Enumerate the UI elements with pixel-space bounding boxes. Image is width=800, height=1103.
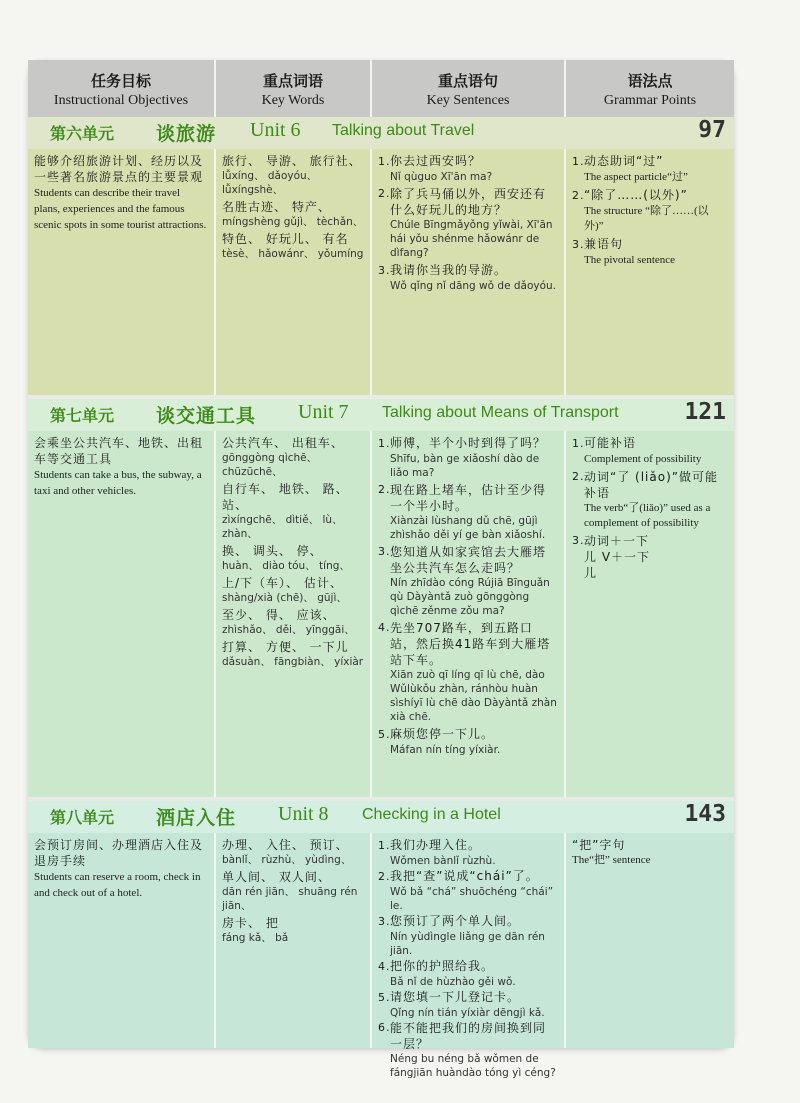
unit-number-zh: 第六单元 <box>50 124 115 143</box>
sentence-number: 3. <box>378 545 391 558</box>
unit-6-body <box>28 149 734 395</box>
key-words-cell <box>216 431 372 797</box>
unit-7-body <box>28 431 734 797</box>
sentence-number: 5. <box>378 991 391 1004</box>
sentence-pinyin: Xiànzài lùshang dǔ chē, gūjì zhìshǎo děi yí ge bàn xiǎoshí. <box>390 515 546 541</box>
sentence-number: 3. <box>378 264 391 277</box>
key-sentences-cell <box>372 149 566 395</box>
word-zh: 至少、 得、 应该、 <box>222 608 336 622</box>
header-zh: 重点语句 <box>437 72 498 90</box>
header-zh: 重点词语 <box>262 72 323 90</box>
sentence-number: 1. <box>378 437 391 450</box>
unit-number-zh: 第八单元 <box>50 808 115 827</box>
sentence-zh: 你去过西安吗？ <box>390 154 482 168</box>
unit-title-zh: 谈旅游 <box>156 123 217 145</box>
word-pinyin: huàn、 diào tóu、 tíng、 <box>222 560 350 572</box>
table-header <box>28 60 734 117</box>
page-number: 143 <box>684 801 726 827</box>
sentence-pinyin: Máfan nín tíng yíxiàr. <box>390 744 501 756</box>
key-sentences-cell <box>372 431 566 797</box>
word-pinyin: zhìshǎo、 děi、 yīnggāi、 <box>222 624 355 636</box>
objective-zh: 能够介绍旅游计划、经历以及一些著名旅游景点的主要景观 <box>34 154 204 184</box>
header-key-words <box>216 60 372 117</box>
unit-number-zh: 第七单元 <box>50 406 115 425</box>
sentence-zh: 麻烦您停一下儿。 <box>390 727 495 741</box>
grammar-en: Complement of possibility <box>584 453 702 465</box>
word-pinyin: lǚxíng、 dǎoyóu、 lǚxíngshè、 <box>222 170 318 196</box>
sentence-zh: 除了兵马俑以外，西安还有什么好玩儿的地方？ <box>390 187 547 217</box>
word-pinyin: fáng kǎ、 bǎ <box>222 932 289 944</box>
grammar-cell <box>566 833 734 1048</box>
sentence-pinyin: Bǎ nǐ de hùzhào gěi wǒ. <box>390 976 516 988</box>
header-grammar <box>566 60 734 117</box>
header-en: Key Sentences <box>426 93 510 108</box>
objectives-cell <box>28 149 216 395</box>
unit-8-title-bar <box>28 801 734 833</box>
grammar-zh: 可能补语 <box>584 436 637 450</box>
sentence-zh: 我们办理入住。 <box>390 838 482 852</box>
unit-label: Unit 6 <box>250 119 301 141</box>
word-zh: 公共汽车、 出租车、 <box>222 436 344 450</box>
word-pinyin: bànlǐ、 rùzhù、 yùdìng、 <box>222 854 352 866</box>
sentence-pinyin: Qǐng nín tián yíxiàr dēngjì kǎ. <box>390 1007 545 1019</box>
sentence-zh: 您知道从如家宾馆去大雁塔坐公共汽车怎么走吗？ <box>390 545 547 575</box>
word-pinyin: dǎsuàn、 fāngbiàn、 yíxiàr <box>222 656 364 668</box>
grammar-en: The“把” sentence <box>572 854 651 866</box>
word-zh: 特色、 好玩儿、 有名 <box>222 232 349 246</box>
unit-title-zh: 谈交通工具 <box>156 405 257 427</box>
key-sentences-cell <box>372 833 566 1079</box>
sentence-pinyin: Nín zhīdào cóng Rújiā Bīnguǎn qù Dàyàntǎ zuò gōnggòng qìchē zěnme zǒu ma? <box>390 577 550 617</box>
grammar-en: The aspect particle“过” <box>584 171 688 183</box>
sentence-pinyin: Xiān zuò qī líng qī lù chē, dào Wǔlùkǒu zhàn, ránhòu huàn sìshíyī lù chē dào Dàyàntǎ zhàn xià chē. <box>390 669 557 723</box>
sentence-number: 4. <box>378 621 391 634</box>
unit-6-title-bar <box>28 117 734 149</box>
header-en: Instructional Objectives <box>53 93 189 108</box>
sentence-zh: 我请你当我的导游。 <box>390 263 508 277</box>
sentence-number: 3. <box>378 915 391 928</box>
objectives-cell <box>28 833 216 1048</box>
sentence-pinyin: Chúle Bīngmǎyǒng yǐwài, Xī'ān hái yǒu shénme hǎowánr de dìfang? <box>390 219 553 259</box>
unit-title-en: Talking about Travel <box>332 122 475 139</box>
sentence-zh: 现在路上堵车，估计至少得一个半小时。 <box>390 483 547 513</box>
word-zh: 房卡、 把 <box>222 916 279 930</box>
unit-6 <box>28 117 734 395</box>
sentence-number: 6. <box>378 1021 391 1034</box>
sentence-number: 2. <box>378 187 391 200</box>
word-pinyin: shàng/xià (chē)、 gūjì、 <box>222 592 347 604</box>
unit-label: Unit 8 <box>278 803 329 825</box>
header-en: Grammar Points <box>603 93 697 108</box>
sentence-pinyin: Wǒmen bànlǐ rùzhù. <box>390 855 496 867</box>
grammar-number: 3. <box>572 534 585 547</box>
grammar-number: 2. <box>572 470 585 483</box>
sentence-pinyin: Néng bu néng bǎ wǒmen de fángjiān huàndào tóng yì céng? <box>390 1053 556 1079</box>
unit-7 <box>28 399 734 797</box>
objective-en: Students can take a bus, the subway, a taxi and other vehicles. <box>34 469 202 497</box>
unit-title-en: Checking in a Hotel <box>362 806 501 823</box>
word-zh: 办理、 入住、 预订、 <box>222 838 349 852</box>
header-key-sentences <box>372 60 566 117</box>
grammar-number: 1. <box>572 437 585 450</box>
grammar-zh: 动词＋一下儿 V＋一下儿 <box>584 534 651 580</box>
word-pinyin: zìxíngchē、 dìtiě、 lù、 zhàn、 <box>222 514 343 540</box>
sentence-number: 1. <box>378 155 391 168</box>
grammar-en: The structure “除了……(以外)” <box>584 205 709 232</box>
word-pinyin: tèsè、 hǎowánr、 yǒumíng <box>222 248 364 260</box>
objective-en: Students can describe their travel plans, experiences and the famous scenic spots in some tourist attractions. <box>34 187 207 231</box>
grammar-en: The pivotal sentence <box>584 254 676 266</box>
key-words-cell <box>216 833 372 1048</box>
page-number: 121 <box>684 399 726 425</box>
word-zh: 换、 调头、 停、 <box>222 544 323 558</box>
sentence-number: 1. <box>378 839 391 852</box>
sentence-zh: 把你的护照给我。 <box>390 959 495 973</box>
grammar-cell <box>566 431 734 797</box>
sentence-pinyin: Wǒ bǎ “chá” shuōchéng “chái” le. <box>390 886 554 912</box>
unit-title-zh: 酒店入住 <box>156 807 237 829</box>
word-zh: 名胜古迹、 特产、 <box>222 200 331 214</box>
objectives-cell <box>28 431 216 797</box>
sentence-number: 4. <box>378 960 391 973</box>
grammar-zh: 动态助词“过” <box>584 154 664 168</box>
grammar-cell <box>566 149 734 395</box>
grammar-zh: “除了……(以外)” <box>584 188 688 202</box>
page-number: 97 <box>698 117 726 143</box>
sentence-number: 2. <box>378 483 391 496</box>
unit-7-title-bar <box>28 399 734 431</box>
sentence-pinyin: Shīfu, bàn ge xiǎoshí dào de liǎo ma? <box>390 453 540 479</box>
grammar-number: 1. <box>572 155 585 168</box>
sentence-number: 5. <box>378 728 391 741</box>
header-objectives <box>28 60 216 117</box>
word-zh: 自行车、 地铁、 路、 站、 <box>222 482 349 512</box>
sentence-zh: 能不能把我们的房间换到同一层？ <box>390 1021 547 1051</box>
key-words-cell <box>216 149 372 395</box>
objective-en: Students can reserve a room, check in and check out of a hotel. <box>34 871 201 899</box>
sentence-pinyin: Nín yùdìngle liǎng ge dān rén jiān. <box>390 931 545 957</box>
unit-label: Unit 7 <box>298 401 349 423</box>
sentence-zh: 您预订了两个单人间。 <box>390 914 521 928</box>
sentence-zh: 我把“查”说成“chái”了。 <box>390 869 539 883</box>
unit-8 <box>28 801 734 1079</box>
sentence-zh: 先坐707路车，到五路口站，然后换41路车到大雁塔站下车。 <box>390 621 551 667</box>
header-zh: 语法点 <box>627 72 673 90</box>
grammar-en: The verb“了(liǎo)” used as a complement of possibility <box>584 502 711 529</box>
header-zh: 任务目标 <box>90 72 151 90</box>
sentence-pinyin: Nǐ qùguo Xī'ān ma? <box>390 171 493 183</box>
word-zh: 旅行、 导游、 旅行社、 <box>222 154 362 168</box>
grammar-number: 2. <box>572 189 585 202</box>
word-pinyin: gōnggòng qìchē、 chūzūchē、 <box>222 452 318 478</box>
grammar-number: 3. <box>572 238 585 251</box>
objective-zh: 会乘坐公共汽车、地铁、出租车等交通工具 <box>34 436 204 466</box>
grammar-zh: 兼语句 <box>584 237 624 251</box>
word-zh: 上/下（车）、 估计、 <box>222 576 343 590</box>
unit-title-en: Talking about Means of Transport <box>382 404 619 421</box>
unit-8-body <box>28 833 734 1079</box>
contents-panel <box>28 60 734 1079</box>
word-zh: 单人间、 双人间、 <box>222 870 331 884</box>
grammar-zh: 动词“了 (liǎo)”做可能补语 <box>584 470 718 500</box>
word-pinyin: míngshèng gǔjì、 tèchǎn、 <box>222 216 364 228</box>
word-pinyin: dān rén jiān、 shuāng rén jiān、 <box>222 886 358 912</box>
sentence-zh: 师傅，半个小时到得了吗？ <box>390 436 547 450</box>
sentence-number: 2. <box>378 870 391 883</box>
header-en: Key Words <box>261 93 325 108</box>
sentence-pinyin: Wǒ qǐng nǐ dāng wǒ de dǎoyóu. <box>390 280 557 292</box>
word-zh: 打算、 方便、 一下儿 <box>222 640 349 654</box>
objective-zh: 会预订房间、办理酒店入住及退房手续 <box>34 838 204 868</box>
grammar-zh: “把”字句 <box>572 838 626 852</box>
sentence-zh: 请您填一下儿登记卡。 <box>390 990 521 1004</box>
